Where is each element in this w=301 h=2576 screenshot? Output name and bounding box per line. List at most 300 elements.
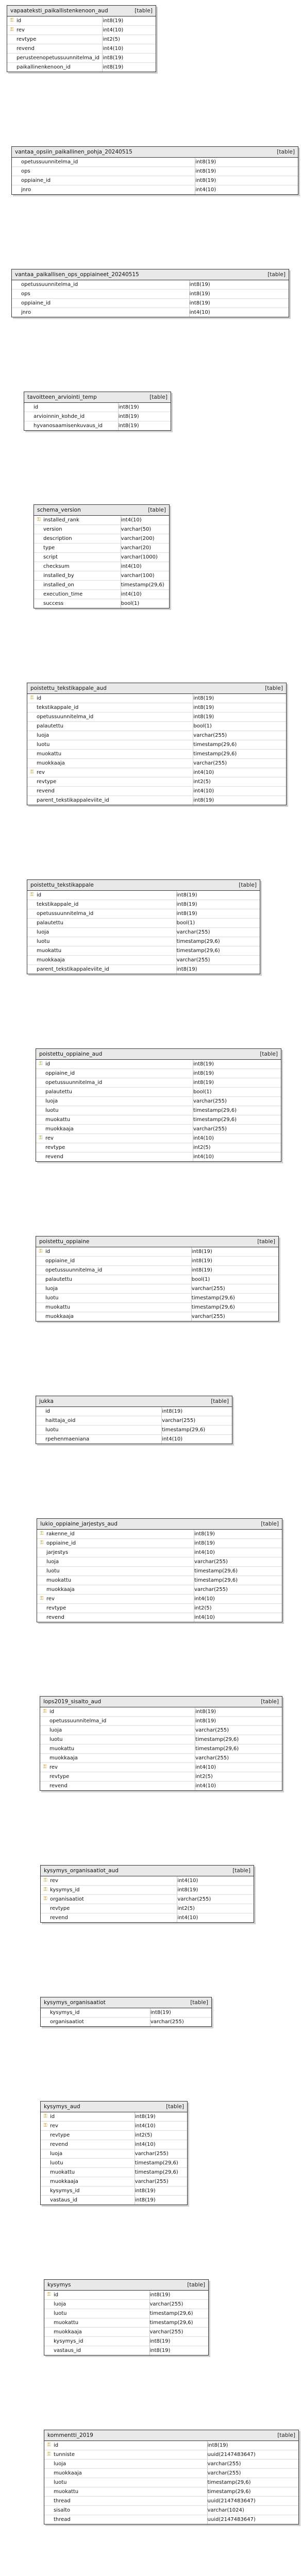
column-type: int8(19) (195, 159, 216, 165)
column-type: varchar(255) (176, 929, 210, 936)
column-row (40, 1744, 282, 1754)
column-name: luoja (37, 929, 49, 936)
column-row (36, 1115, 281, 1125)
column-name: description (43, 536, 72, 542)
column-icon (36, 1284, 45, 1293)
column-type: varchar(255) (207, 2470, 241, 2476)
column-row (36, 1247, 278, 1257)
primary-key-icon: ⚿ (43, 1887, 47, 1893)
table-type-tag: [table] (260, 1050, 278, 1057)
column-icon (7, 35, 16, 44)
column-icon (41, 1913, 50, 1922)
column-type: int4(10) (193, 1135, 214, 1141)
column-type: timestamp(29,6) (207, 2479, 251, 2485)
column-name: luotu (45, 1427, 59, 1433)
column-type: varchar(255) (193, 733, 227, 739)
column-type: varchar(255) (207, 2461, 241, 2467)
column-type: varchar(255) (195, 1727, 229, 1734)
column-type: int4(10) (177, 1915, 198, 1921)
table-header (40, 1697, 282, 1707)
table-lukio-oppiaine-jarjestys-aud (37, 1518, 282, 1622)
column-name: revend (50, 2141, 68, 2147)
column-name: luoja (45, 1098, 58, 1104)
column-icon (41, 2177, 50, 2186)
column-icon (40, 1772, 49, 1781)
column-icon (34, 581, 43, 589)
table-header (27, 880, 260, 891)
column-name: oppiaine_id (46, 1540, 76, 1546)
column-type: int4(10) (135, 2123, 156, 2129)
table-type-tag: [table] (190, 1999, 208, 2006)
column-icon (36, 1069, 45, 1078)
column-row (36, 1303, 278, 1312)
column-icon (7, 44, 16, 53)
table-header (12, 147, 298, 158)
column-icon (44, 2497, 54, 2505)
column-name: revend (45, 1154, 63, 1160)
column-row (37, 1557, 282, 1567)
column-name: parent_tekstikappaleviite_id (37, 798, 109, 804)
column-row (12, 185, 298, 194)
column-icon (7, 54, 16, 62)
table-type-tag: [table] (265, 685, 283, 692)
table-name: schema_version (37, 507, 81, 514)
column-type: int2(5) (195, 1774, 213, 1780)
column-type: timestamp(29,6) (193, 742, 237, 748)
column-type: timestamp(29,6) (191, 1304, 235, 1310)
column-type: varchar(1024) (207, 2507, 244, 2513)
column-icon (36, 1312, 45, 1321)
column-row (27, 768, 286, 777)
column-name: script (43, 554, 58, 561)
column-row (27, 759, 286, 768)
column-type: varchar(255) (176, 957, 210, 963)
column-type: uuid(2147483647) (207, 2498, 256, 2504)
column-type: int8(19) (176, 967, 197, 973)
column-icon (36, 1153, 45, 1161)
column-type: varchar(255) (149, 2329, 183, 2335)
column-icon (34, 599, 43, 608)
column-row (44, 2337, 208, 2346)
column-icon (24, 421, 34, 430)
column-icon (34, 553, 43, 562)
primary-key-icon: ⚿ (47, 2292, 51, 2297)
column-name: jarjestys (46, 1549, 69, 1555)
column-name: id (50, 2113, 55, 2120)
column-type: int4(10) (103, 46, 124, 52)
column-row (27, 946, 260, 956)
table-vapaateksti-paikallistenkenoon-aud (7, 5, 156, 72)
column-row (36, 1312, 278, 1321)
column-type: varchar(255) (194, 1586, 228, 1592)
column-row (40, 1707, 282, 1717)
column-type: int8(19) (193, 714, 214, 720)
column-name: muokattu (49, 1746, 75, 1752)
primary-key-icon: ⚿ (30, 892, 34, 898)
table-name: kommentti_2019 (47, 2432, 93, 2438)
column-row (40, 1754, 282, 1763)
column-name: paikallinenkenoon_id (16, 64, 71, 70)
column-name: revtype (16, 37, 37, 42)
column-type: int4(10) (121, 564, 142, 570)
column-row (44, 2497, 298, 2506)
table-name: poistettu_oppiaine (39, 1238, 90, 1245)
table-header (27, 683, 286, 694)
column-name: luotu (37, 742, 50, 748)
table-type-tag: [table] (267, 271, 286, 278)
table-tavoitteen-arviointi-temp (24, 392, 171, 431)
column-name: kysymys_id (50, 2010, 80, 2016)
table-name: jukka (39, 1398, 54, 1404)
column-row (27, 900, 260, 909)
column-icon (36, 1416, 45, 1425)
table-header (41, 1997, 211, 2008)
column-type: varchar(200) (121, 536, 155, 542)
column-icon (40, 1717, 49, 1725)
column-row (37, 1604, 282, 1613)
column-type: timestamp(29,6) (195, 1737, 239, 1743)
column-name: luotu (46, 1568, 60, 1574)
column-name: opetussuunnitelma_id (45, 1267, 103, 1273)
column-icon (41, 1904, 50, 1913)
column-icon (7, 63, 16, 72)
table-type-tag: [table] (149, 394, 168, 400)
column-type: int8(19) (135, 2113, 156, 2120)
column-name: opetussuunnitelma_id (21, 281, 78, 287)
table-type-tag: [table] (211, 1398, 229, 1404)
primary-key-icon: ⚿ (10, 18, 14, 23)
column-name: installed_by (43, 573, 74, 579)
column-row (27, 956, 260, 965)
column-icon (41, 2018, 50, 2026)
column-row (37, 1613, 282, 1622)
column-type: int4(10) (135, 2141, 156, 2147)
column-name: success (43, 601, 64, 607)
table-header (36, 1236, 278, 1247)
table-name: vapaateksti_paikallistenkenoon_aud (10, 8, 108, 14)
column-row (41, 1904, 254, 1913)
column-row (40, 1782, 282, 1790)
column-type: timestamp(29,6) (194, 1568, 238, 1574)
column-type: int8(19) (193, 1079, 214, 1086)
column-icon (37, 1548, 46, 1557)
column-name: luoja (46, 1558, 59, 1565)
column-type: int4(10) (193, 1154, 214, 1160)
column-icon (36, 1435, 45, 1444)
column-icon (27, 937, 37, 946)
column-row (24, 412, 171, 421)
column-row (27, 703, 286, 713)
column-icon (37, 1585, 46, 1594)
column-icon (44, 2309, 54, 2318)
column-name: palautettu (45, 1276, 72, 1282)
column-name: luoja (54, 2301, 66, 2307)
column-name: execution_time (43, 591, 83, 598)
column-row (41, 2159, 187, 2168)
column-name: opetussuunnitelma_id (49, 1718, 107, 1724)
column-row (7, 54, 156, 63)
column-name: tekstikappale_id (37, 705, 79, 711)
column-type: int4(10) (121, 517, 142, 523)
column-type: int4(10) (189, 309, 210, 315)
column-row (34, 571, 169, 581)
column-name: muokattu (45, 1116, 71, 1123)
column-row (7, 63, 156, 72)
column-icon (40, 1754, 49, 1762)
column-icon (41, 2140, 50, 2149)
column-type: timestamp(29,6) (193, 751, 237, 757)
column-type: int8(19) (103, 64, 124, 70)
column-type: uuid(2147483647) (207, 2516, 256, 2522)
column-row (41, 2008, 211, 2018)
column-name: luotu (49, 1737, 63, 1743)
column-type: int8(19) (189, 300, 210, 306)
column-icon (27, 928, 37, 937)
column-type: int8(19) (135, 2197, 156, 2203)
column-icon (12, 176, 21, 185)
column-name: rev (46, 1596, 55, 1602)
column-type: int8(19) (103, 18, 124, 24)
column-type: int8(19) (194, 1531, 215, 1537)
table-name: kysymys (47, 2281, 71, 2288)
table-type-tag: [table] (232, 1868, 250, 1874)
column-icon (41, 2196, 50, 2205)
column-row (36, 1275, 278, 1284)
column-name: ops (21, 168, 30, 174)
column-icon (40, 1782, 49, 1790)
column-name: palautettu (37, 723, 63, 730)
column-row (36, 1416, 232, 1426)
column-row (34, 599, 169, 608)
column-name: muokkaaja (54, 2329, 82, 2335)
column-icon (27, 787, 37, 795)
column-row (41, 1913, 254, 1922)
column-name: muokattu (46, 1577, 72, 1583)
column-name: revend (49, 1783, 68, 1789)
table-kysymys (44, 2279, 209, 2355)
column-type: timestamp(29,6) (149, 2310, 193, 2316)
column-type: varchar(255) (177, 1896, 211, 1903)
column-type: varchar(255) (135, 2150, 169, 2157)
column-name: muokkaaja (54, 2470, 82, 2476)
column-row (41, 2168, 187, 2177)
column-icon (27, 919, 37, 927)
column-row (41, 2196, 187, 2205)
column-row (36, 1407, 232, 1416)
column-type: varchar(255) (162, 1417, 196, 1423)
column-type: varchar(20) (121, 545, 152, 551)
column-name: id (37, 696, 42, 702)
table-name: lops2019_sisalto_aud (43, 1699, 102, 1705)
column-icon (12, 167, 21, 176)
column-type: int8(19) (195, 1718, 216, 1724)
column-row (37, 1548, 282, 1557)
column-row (24, 421, 171, 430)
column-icon (37, 1604, 46, 1613)
column-row (27, 740, 286, 750)
column-name: rev (16, 27, 25, 33)
primary-key-icon: ⚿ (37, 517, 41, 523)
column-type: int2(5) (177, 1906, 195, 1912)
column-type: timestamp(29,6) (195, 1746, 239, 1752)
column-name: luoja (50, 2150, 63, 2157)
column-name: luoja (45, 1285, 58, 1292)
table-name: kysymys_aud (44, 2103, 80, 2110)
column-name: version (43, 527, 62, 533)
column-name: organisaatiot (50, 1896, 84, 1903)
column-row (7, 26, 156, 35)
table-name: lukio_oppiaine_jarjestys_aud (40, 1520, 118, 1527)
column-name: revtype (49, 1774, 70, 1780)
table-lops2019-sisalto-aud (40, 1696, 282, 1791)
column-icon (36, 1143, 45, 1152)
column-name: thread (54, 2516, 71, 2522)
column-row (27, 750, 286, 759)
column-row (44, 2450, 298, 2460)
column-row (27, 787, 286, 796)
column-row (37, 1585, 282, 1595)
column-icon (24, 412, 34, 421)
column-row (34, 562, 169, 571)
column-type: int4(10) (103, 27, 124, 33)
column-row (41, 1895, 254, 1904)
column-row (41, 2131, 187, 2140)
column-type: int8(19) (162, 1408, 183, 1414)
column-icon (36, 1097, 45, 1106)
column-row (27, 777, 286, 787)
column-name: luotu (54, 2479, 67, 2485)
column-icon (34, 571, 43, 580)
column-name: muokkaaja (46, 1586, 75, 1592)
column-icon (36, 1115, 45, 1124)
table-name: vantaa_opsiin_paikallinen_pohja_20240515 (15, 148, 132, 155)
column-row (7, 44, 156, 54)
column-icon (41, 2008, 50, 2017)
primary-key-icon: ⚿ (43, 1765, 47, 1770)
column-row (40, 1763, 282, 1772)
column-name: id (45, 1408, 51, 1414)
table-header (44, 2280, 208, 2291)
column-type: int8(19) (191, 1248, 212, 1255)
table-name: poistettu_tekstikappale_aud (30, 685, 107, 692)
column-type: int8(19) (189, 291, 210, 297)
column-icon (36, 1407, 45, 1416)
table-kysymys-organisaatiot-aud (40, 1865, 254, 1923)
column-type: int8(19) (176, 911, 197, 917)
column-row (34, 581, 169, 590)
primary-key-icon: ⚿ (10, 27, 14, 32)
column-type: timestamp(29,6) (191, 1295, 235, 1301)
column-type: varchar(255) (193, 760, 227, 767)
column-type: int4(10) (195, 1783, 216, 1789)
column-row (41, 1876, 254, 1886)
column-icon (27, 796, 37, 805)
column-row (40, 1726, 282, 1735)
column-name: revtype (45, 1144, 65, 1150)
primary-key-icon: ⚿ (39, 1135, 43, 1141)
column-name: organisaatiot (50, 2019, 84, 2025)
column-icon (27, 900, 37, 909)
column-row (44, 2328, 208, 2337)
column-name: id (45, 1061, 51, 1067)
column-row (37, 1595, 282, 1604)
column-row (34, 544, 169, 553)
table-header (24, 392, 171, 403)
column-name: opetussuunnitelma_id (21, 159, 78, 165)
column-row (36, 1294, 278, 1303)
column-icon (44, 2487, 54, 2496)
column-row (36, 1060, 281, 1069)
column-type: bool(1) (176, 920, 195, 926)
column-name: rakenne_id (46, 1531, 75, 1537)
column-type: int8(19) (149, 2347, 171, 2353)
column-type: timestamp(29,6) (176, 939, 220, 945)
column-icon (37, 1557, 46, 1566)
column-type: int8(19) (118, 413, 139, 419)
column-type: int8(19) (176, 892, 197, 899)
column-row (27, 731, 286, 740)
column-row (27, 965, 260, 974)
column-row (34, 516, 169, 525)
column-name: muokkaaja (49, 1755, 78, 1761)
column-name: thread (54, 2498, 71, 2504)
column-icon (34, 534, 43, 543)
column-name: rev (37, 770, 45, 776)
column-name: rev (50, 1878, 58, 1884)
column-type: int2(5) (193, 1144, 211, 1150)
column-icon (34, 525, 43, 534)
column-icon (27, 740, 37, 749)
column-name: revend (16, 46, 35, 52)
column-icon (40, 1726, 49, 1735)
column-row (41, 2122, 187, 2131)
column-type: varchar(255) (195, 1755, 229, 1761)
table-name: kysymys_organisaatiot (44, 1999, 106, 2006)
column-type: int8(19) (193, 798, 214, 804)
column-name: muokattu (45, 1304, 71, 1310)
column-type: varchar(255) (193, 1098, 227, 1104)
column-icon (41, 2187, 50, 2195)
column-type: int8(19) (150, 2010, 171, 2016)
column-type: timestamp(29,6) (194, 1577, 238, 1583)
column-row (40, 1735, 282, 1744)
column-name: revtype (46, 1605, 66, 1611)
column-row (44, 2506, 298, 2515)
column-type: timestamp(29,6) (193, 1116, 237, 1123)
column-name: jnro (21, 187, 31, 193)
table-header (36, 1049, 281, 1060)
column-name: muokkaaja (45, 1126, 74, 1132)
table-header (36, 1396, 232, 1407)
table-kysymys-organisaatiot (40, 1997, 212, 2027)
column-name: luoja (37, 733, 49, 739)
column-row (44, 2300, 208, 2309)
column-type: timestamp(29,6) (149, 2319, 193, 2326)
column-name: id (34, 404, 39, 410)
column-row (36, 1125, 281, 1134)
column-name: kysymys_id (50, 2188, 80, 2194)
column-type: varchar(100) (121, 573, 155, 579)
column-name: muokattu (37, 751, 62, 757)
column-name: revtype (50, 2132, 70, 2138)
column-icon (44, 2478, 54, 2487)
column-name: opetussuunnitelma_id (37, 911, 94, 917)
column-icon (41, 2159, 50, 2167)
column-row (27, 796, 286, 805)
column-row (27, 722, 286, 731)
column-row (12, 176, 298, 185)
primary-key-icon: ⚿ (39, 1061, 43, 1066)
